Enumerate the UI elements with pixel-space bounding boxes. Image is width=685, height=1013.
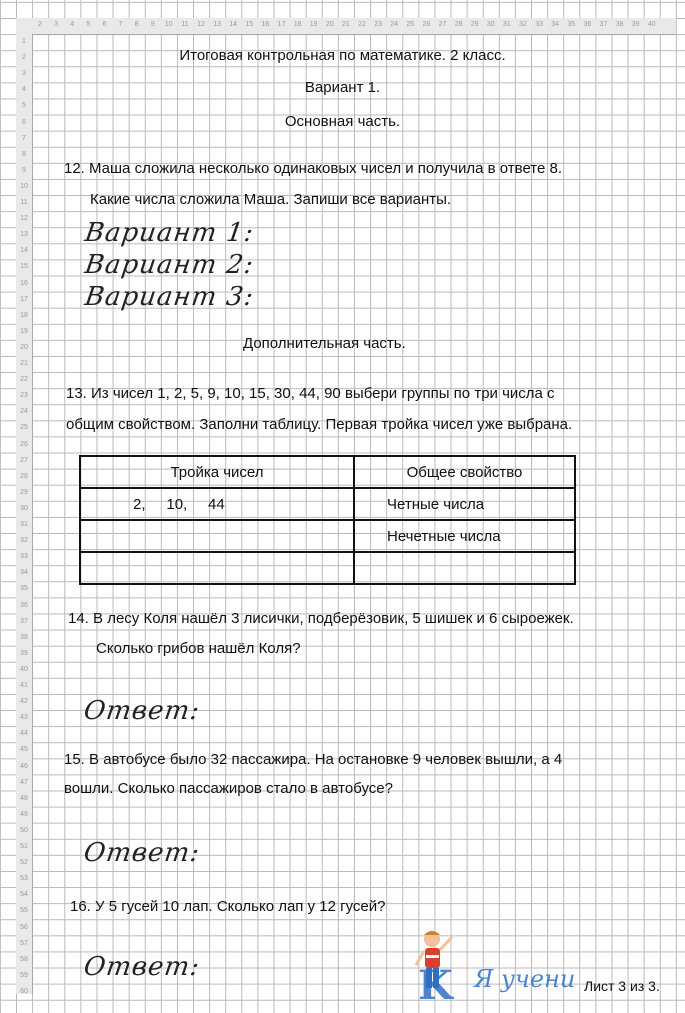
handwritten-answer-15: Ответ: bbox=[81, 838, 203, 868]
column-index: 16 bbox=[261, 21, 270, 28]
row-index: 46 bbox=[20, 762, 28, 770]
row-index: 18 bbox=[20, 311, 28, 319]
row-index: 28 bbox=[20, 472, 28, 480]
row-index: 32 bbox=[20, 537, 28, 545]
row-index: 38 bbox=[20, 633, 28, 641]
column-index: 3 bbox=[54, 21, 59, 28]
column-index: 30 bbox=[486, 21, 495, 28]
table-row bbox=[80, 552, 575, 584]
row-index: 29 bbox=[20, 488, 28, 496]
row-index: 50 bbox=[20, 826, 28, 834]
row-index: 35 bbox=[20, 585, 28, 593]
property-value: Четные числа bbox=[387, 495, 485, 513]
table-cell-property[interactable] bbox=[354, 488, 575, 520]
column-index: 10 bbox=[164, 21, 173, 28]
column-index: 12 bbox=[197, 21, 205, 28]
row-index: 1 bbox=[22, 38, 26, 45]
page-number: Лист 3 из 3. bbox=[584, 978, 660, 994]
row-index: 33 bbox=[20, 553, 28, 561]
handwritten-variant-3: Вариант 3: bbox=[82, 282, 256, 312]
column-index: 6 bbox=[102, 21, 107, 28]
column-index: 29 bbox=[470, 21, 479, 28]
table-cell-property[interactable] bbox=[354, 552, 575, 584]
row-index: 4 bbox=[22, 86, 26, 94]
row-index: 6 bbox=[22, 118, 26, 126]
row-index: 30 bbox=[20, 504, 28, 512]
row-index: 22 bbox=[20, 376, 28, 384]
column-index: 22 bbox=[358, 21, 366, 28]
row-index: 14 bbox=[20, 247, 28, 255]
task15-line2: вошли. Сколько пассажиров стало в автобусе? bbox=[64, 780, 393, 797]
row-index: 5 bbox=[22, 102, 26, 110]
table-cell-triple[interactable] bbox=[80, 552, 354, 584]
column-index: 11 bbox=[181, 21, 189, 28]
row-index: 23 bbox=[20, 392, 28, 400]
task14-line2: Сколько грибов нашёл Коля? bbox=[96, 640, 301, 657]
triple-value bbox=[81, 560, 113, 577]
row-index: 2 bbox=[22, 54, 26, 62]
row-index: 45 bbox=[20, 746, 28, 754]
column-index: 25 bbox=[406, 21, 415, 28]
row-index: 36 bbox=[20, 601, 28, 609]
main-part-heading: Основная часть. bbox=[284, 113, 401, 130]
task12-line2: Какие числа сложила Маша. Запиши все варианты. bbox=[90, 191, 452, 208]
row-index: 44 bbox=[20, 730, 28, 738]
variant-heading: Вариант 1. bbox=[304, 79, 381, 96]
row-index: 55 bbox=[20, 907, 28, 915]
column-index: 24 bbox=[390, 21, 399, 28]
row-index: 9 bbox=[22, 166, 26, 174]
row-index: 43 bbox=[20, 714, 28, 722]
row-index: 16 bbox=[20, 279, 28, 287]
column-index: 37 bbox=[599, 21, 608, 28]
row-index: 41 bbox=[20, 682, 28, 689]
column-index: 40 bbox=[647, 21, 656, 28]
column-index: 26 bbox=[422, 21, 431, 28]
column-index: 33 bbox=[535, 21, 543, 28]
row-index: 24 bbox=[20, 408, 28, 416]
column-index: 20 bbox=[325, 21, 334, 28]
row-index: 20 bbox=[20, 343, 28, 351]
column-index: 4 bbox=[70, 21, 75, 28]
task13-line1: 13. Из чисел 1, 2, 5, 9, 10, 15, 30, 44, 90 выбери группы по три числа с bbox=[66, 385, 555, 402]
row-index: 19 bbox=[20, 327, 28, 335]
column-index: 2 bbox=[38, 21, 42, 28]
table-cell-property[interactable] bbox=[354, 520, 575, 552]
column-index: 36 bbox=[583, 21, 592, 28]
row-ruler bbox=[16, 34, 33, 994]
column-index: 9 bbox=[150, 21, 155, 28]
column-index: 15 bbox=[245, 21, 254, 28]
column-index: 27 bbox=[438, 21, 447, 28]
task12-line1: 12. Маша сложила несколько одинаковых чисел и получила в ответе 8. bbox=[64, 160, 563, 177]
column-index: 19 bbox=[309, 21, 318, 28]
row-index: 52 bbox=[20, 859, 28, 867]
column-index: 39 bbox=[631, 21, 640, 28]
row-index: 57 bbox=[20, 939, 28, 947]
handwritten-answer-16: Ответ: bbox=[81, 952, 203, 982]
task15-line1: 15. В автобусе было 32 пассажира. На остановке 9 человек вышли, а 4 bbox=[64, 751, 563, 768]
row-index: 37 bbox=[20, 617, 28, 625]
row-index: 56 bbox=[20, 923, 28, 931]
column-index: 38 bbox=[615, 21, 624, 28]
row-index: 53 bbox=[20, 875, 28, 883]
column-index: 23 bbox=[374, 21, 382, 28]
row-index: 7 bbox=[22, 134, 26, 142]
table-row bbox=[80, 488, 575, 520]
table-cell-triple[interactable] bbox=[80, 488, 354, 520]
triple-value bbox=[81, 528, 113, 545]
row-index: 10 bbox=[20, 182, 28, 190]
handwritten-variant-2: Вариант 2: bbox=[82, 250, 256, 280]
row-index: 31 bbox=[20, 521, 28, 528]
row-index: 34 bbox=[20, 569, 28, 577]
table-header-row bbox=[80, 456, 575, 488]
column-index: 31 bbox=[502, 21, 511, 28]
column-index: 17 bbox=[277, 21, 286, 28]
handwritten-variant-1: Вариант 1: bbox=[82, 218, 256, 248]
row-index: 51 bbox=[20, 843, 28, 850]
row-index: 40 bbox=[20, 665, 28, 673]
row-index: 21 bbox=[20, 360, 28, 367]
task16-line1: 16. У 5 гусей 10 лап. Сколько лап у 12 гусей? bbox=[70, 898, 386, 915]
column-index: 35 bbox=[567, 21, 576, 28]
row-index: 17 bbox=[20, 295, 28, 303]
column-ruler bbox=[16, 18, 676, 35]
row-index: 12 bbox=[20, 215, 28, 223]
row-index: 15 bbox=[20, 263, 28, 271]
row-index: 13 bbox=[20, 231, 28, 239]
row-index: 54 bbox=[20, 891, 28, 899]
row-index: 8 bbox=[22, 150, 26, 158]
property-value bbox=[355, 560, 387, 577]
row-index: 47 bbox=[20, 778, 28, 786]
logo-letter-mark: K bbox=[418, 962, 453, 1005]
column-index: 34 bbox=[551, 21, 560, 28]
logo-text: Я учени bbox=[474, 965, 576, 993]
column-index: 28 bbox=[454, 21, 463, 28]
table-header-triple: Тройка чисел bbox=[80, 456, 354, 488]
row-index: 26 bbox=[20, 440, 28, 448]
table-header-property: Общее свойство bbox=[354, 456, 575, 488]
triple-value: 2, 10, 44 bbox=[133, 495, 225, 513]
column-index: 32 bbox=[519, 21, 527, 28]
row-index: 59 bbox=[20, 971, 28, 979]
row-index: 27 bbox=[20, 456, 28, 464]
row-index: 42 bbox=[20, 698, 28, 706]
task14-line1: 14. В лесу Коля нашёл 3 лисички, подберёзовик, 5 шишек и 6 сыроежек. bbox=[68, 610, 574, 627]
task13-line2: общим свойством. Заполни таблицу. Первая тройка чисел уже выбрана. bbox=[66, 416, 573, 433]
column-index: 21 bbox=[341, 21, 350, 28]
property-value: Нечетные числа bbox=[387, 527, 501, 545]
column-index: 18 bbox=[293, 21, 302, 28]
handwritten-answer-14: Ответ: bbox=[81, 696, 203, 726]
document-title: Итоговая контрольная по математике. 2 класс. bbox=[179, 47, 506, 64]
row-index: 48 bbox=[20, 794, 28, 802]
column-index: 7 bbox=[118, 21, 123, 28]
row-index: 3 bbox=[22, 70, 26, 78]
row-index: 39 bbox=[20, 649, 28, 657]
extra-part-heading: Дополнительная часть. bbox=[243, 335, 406, 352]
column-index: 5 bbox=[86, 21, 91, 28]
column-index: 13 bbox=[213, 21, 221, 28]
row-index: 11 bbox=[20, 199, 28, 206]
column-index: 8 bbox=[134, 21, 139, 28]
row-index: 60 bbox=[20, 987, 28, 995]
column-index: 14 bbox=[229, 21, 238, 28]
row-index: 25 bbox=[20, 424, 28, 432]
row-index: 58 bbox=[20, 955, 28, 963]
table-cell-triple[interactable] bbox=[80, 520, 354, 552]
properties-table bbox=[79, 455, 576, 585]
table-row bbox=[80, 520, 575, 552]
row-index: 49 bbox=[20, 810, 28, 818]
